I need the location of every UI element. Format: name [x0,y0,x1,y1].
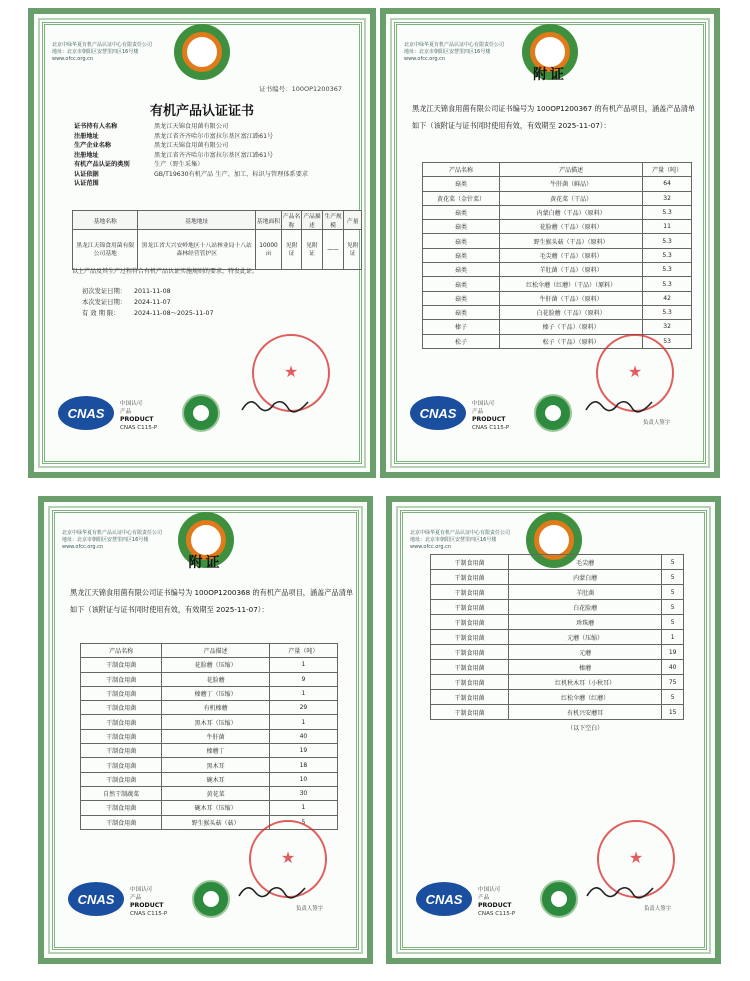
table-cell: 干制食用菌 [81,672,162,686]
table-cell: 5 [662,585,684,600]
signature-icon [240,394,310,416]
table-row [81,658,338,672]
table-row [431,600,684,615]
table-cell: 菇类 [423,291,500,305]
table-cell: 黑龙江省大兴安岭地区十八站林业局十八站森林经营管护区 [138,230,256,270]
cnas-line: PRODUCT [120,416,154,423]
field-key: 证书持有人名称 [74,123,118,130]
field-value: 生产（野生采集） [154,161,204,168]
table-header: 产品名称 [423,163,500,177]
cofcc-logo-icon [534,394,572,432]
signature-icon [237,880,307,902]
issuer-website: www.ofcc.org.cn [404,56,446,62]
cnas-line: 中国认可 [478,887,501,893]
signature-label: 负责人签字 [296,906,323,912]
cnas-line: 产品 [120,408,132,415]
table-cell [662,720,684,735]
table-row [81,772,338,786]
table-cell: 毛尖蘑（干品）（原料） [500,248,643,262]
table-cell: 5.3 [643,205,692,219]
signature-icon [584,394,654,416]
issuer-website: www.ofcc.org.cn [62,544,104,550]
table-row [431,645,684,660]
issuer-name: 北京中绿华夏有机产品认证中心有限责任公司 [62,530,163,536]
end-marker: （以下空白） [508,720,661,735]
table-cell: 见附证 [344,230,362,270]
table-cell: 菇类 [423,305,500,319]
table-row [423,291,692,305]
field-value: 黑龙江天锦食用菌有限公司 [154,142,229,149]
table-cell: 元蘑 [508,645,661,660]
appendix-intro: 黑龙江天锦食用菌有限公司证书编号为 100OP1200368 的有机产品项目，涵盖产品清单如下（该附证与证书同时使用有效，有效期至 2025-11-07）： [70,588,354,614]
table-cell: 干制食用菌 [81,772,162,786]
table-row [431,570,684,585]
table-row [73,230,362,270]
table-row [81,686,338,700]
table-cell: 1 [269,686,337,700]
table-cell: 5 [662,555,684,570]
issuer-website: www.ofcc.org.cn [52,56,94,62]
date-label: 有 效 期 限： [82,310,120,317]
certificate-title: 有机产品认证证书 [149,104,254,119]
table-cell: 花脸蘑 [162,672,270,686]
table-row [423,263,692,277]
cnas-line: 产品 [478,894,490,901]
table-cell: 菇类 [423,263,500,277]
table-cell: 29 [269,701,337,715]
certificate-dates [82,286,214,319]
cnas-line: CNAS C115-P [120,424,158,431]
certificate-number: 证书编号：100OP1200367 [259,85,342,93]
issuer-address: 地址：北京市朝阳区安慧里四区16号楼 [62,537,149,543]
table-cell: 野生猴头菇（菇） [162,815,270,829]
table-cell: 干制食用菌 [431,600,509,615]
certificate-note: 以上产品及其生产过程符合有机产品认证实施规则的要求，特发此证。 [72,268,259,275]
cnas-line: CNAS C115-P [478,910,516,917]
table-cell: 牛肝菌（干品）（原料） [500,291,643,305]
table-cell: 干制食用菌 [431,585,509,600]
issuer-name: 北京中绿华夏有机产品认证中心有限责任公司 [52,42,153,48]
cnas-text [120,401,157,432]
table-row [423,234,692,248]
table-cell: 18 [269,758,337,772]
table-cell: 15 [662,705,684,720]
cnas-line: 产品 [472,408,484,415]
table-cell: 内蒙白蘑 [508,570,661,585]
table-cell: 40 [269,729,337,743]
table-cell: 牛肝菌（鲜品） [500,177,643,191]
signature-icon [585,880,655,902]
cnas-line: 中国认可 [472,401,495,407]
table-cell: 30 [269,786,337,800]
field-value: 黑龙江天锦食用菌有限公司 [154,123,229,130]
table-header: 产量 [344,211,362,230]
table-cell: 毛尖蘑 [508,555,661,570]
issuer-info [410,530,510,551]
table-cell: 干制食用菌 [431,705,509,720]
certificate-appendix-3 [386,496,721,964]
table-cell: 元蘑（压缩） [508,630,661,645]
table-row [81,729,338,743]
table-cell: 1 [269,658,337,672]
table-cell: 白花脸蘑（干品）（原料） [500,305,643,319]
field-key: 认证范围 [74,180,99,187]
certificate-fields [74,122,364,189]
table-header: 产品描述 [500,163,643,177]
table-cell: 松子 [423,334,500,348]
table-cell: 干制食用菌 [431,555,509,570]
table-cell: 黑龙江天锦食用菌有限公司基地 [73,230,138,270]
table-header: 基地名称 [73,211,138,230]
table-cell: 5 [662,570,684,585]
issuer-website: www.ofcc.org.cn [410,544,452,550]
certificate-main [28,8,376,478]
field-value: 黑龙江省齐齐哈尔市富拉尔基区富江路61号 [154,132,274,140]
table-header: 产量（吨） [643,163,692,177]
table-cell: 榛蘑丁（压缩） [162,686,270,700]
table-cell: 榛蘑 [508,660,661,675]
table-cell: 19 [269,744,337,758]
table-header: 基地面积 [256,211,282,230]
table-header: 产品描述 [162,644,270,658]
field-value [154,179,364,189]
cofcc-logo-icon [540,880,578,918]
field-value: 黑龙江省齐齐哈尔市富拉尔基区富江路61号 [154,151,274,159]
table-cell: 花脸蘑（压缩） [162,658,270,672]
table-header: 产量（吨） [269,644,337,658]
product-table [422,162,692,349]
issuer-info [404,42,504,63]
table-row [423,277,692,291]
table-cell: —— [322,230,344,270]
table-cell: 榛子（干品）（原料） [500,320,643,334]
product-table [430,554,684,735]
table-row [81,715,338,729]
table-row [423,220,692,234]
date-label: 本次发证日期： [82,299,127,306]
field-row [74,141,364,151]
cnas-logo-icon: CNAS [416,882,472,916]
table-cell [431,720,509,735]
table-row [431,690,684,705]
field-row [74,179,364,189]
table-cell: 干制食用菌 [431,660,509,675]
cnas-logo-icon: CNAS [58,396,114,430]
table-cell: 花脸蘑（干品）（原料） [500,220,643,234]
table-cell: 珍珠蘑 [508,615,661,630]
field-key: 生产企业名称 [74,142,112,149]
table-cell: 10 [269,772,337,786]
cofcc-logo-icon [182,394,220,432]
table-cell: 干制食用菌 [81,686,162,700]
signature-label: 负责人签字 [644,906,671,912]
table-cell: 干制食用菌 [81,815,162,829]
table-cell: 黄花菜 [162,786,270,800]
table-row [431,630,684,645]
table-row [431,660,684,675]
table-cell: 干制食用菌 [431,630,509,645]
table-cell: 黑木耳 [162,758,270,772]
table-cell: 32 [643,191,692,205]
table-cell: 干制食用菌 [81,658,162,672]
table-cell: 53 [643,334,692,348]
table-cell: 牛肝菌 [162,729,270,743]
table-cell: 干制食用菌 [81,701,162,715]
cofcc-logo-icon [192,880,230,918]
scope-table [72,210,362,270]
table-cell: 羊肚菌 [508,585,661,600]
table-cell: 榛子 [423,320,500,334]
organic-seal-icon [174,24,230,80]
table-header: 产品描述 [302,211,322,230]
table-cell: 干制食用菌 [431,675,509,690]
product-table [80,643,338,830]
table-cell: 有机榛蘑 [162,701,270,715]
table-cell: 黄花菜（金针菜） [423,191,500,205]
table-cell: 松子（干品）（原料） [500,334,643,348]
date-value: 2011-11-08 [134,288,171,295]
table-cell: 黄花菜（干品） [500,191,643,205]
table-row [81,758,338,772]
field-key: 注册地址 [74,132,99,140]
field-row [74,160,364,170]
table-cell: 羊肚菌（干品）（原料） [500,263,643,277]
table-cell: 5 [269,815,337,829]
cnas-logo-icon: CNAS [410,396,466,430]
table-row [423,177,692,191]
table-row [431,705,684,720]
date-value: 2024-11-08～2025-11-07 [134,310,214,317]
table-row [431,585,684,600]
issuer-address: 地址：北京市朝阳区安慧里四区16号楼 [52,49,139,55]
issuer-info [52,42,152,63]
appendix-intro: 黑龙江天锦食用菌有限公司证书编号为 100OP1200367 的有机产品项目，涵盖产品清单如下（该附证与证书同时使用有效，有效期至 2025-11-07）： [412,104,696,130]
field-row [74,122,364,132]
certificate-appendix-2 [38,496,373,964]
cnas-line: 产品 [130,894,142,901]
table-cell: 干制食用菌 [81,801,162,815]
table-row [81,786,338,800]
table-cell: 32 [643,320,692,334]
table-cell: 野生猴头菇（干品）（原料） [500,234,643,248]
table-cell: 菇类 [423,234,500,248]
table-row [431,615,684,630]
table-cell: 干制食用菌 [81,715,162,729]
field-row [74,170,364,180]
table-cell: 干制食用菌 [431,570,509,585]
table-cell: 碗木耳（压缩） [162,801,270,815]
table-cell: 5 [662,600,684,615]
table-cell: 菇类 [423,248,500,262]
table-cell: 干制食用菌 [431,615,509,630]
field-key: 注册地址 [74,151,99,159]
table-cell: 菇类 [423,277,500,291]
table-cell: 菇类 [423,205,500,219]
table-cell: 干制食用菌 [81,729,162,743]
field-key: 认证依据 [74,170,99,178]
certificate-appendix-1 [380,8,720,478]
issuer-name: 北京中绿华夏有机产品认证中心有限责任公司 [410,530,511,536]
table-cell: 干制食用菌 [81,744,162,758]
table-row [81,701,338,715]
field-key: 有机产品认证的类别 [74,161,130,168]
issuer-address: 地址：北京市朝阳区安慧里四区16号楼 [404,49,491,55]
table-cell: 5 [662,615,684,630]
table-row [423,205,692,219]
table-cell: 42 [643,291,692,305]
table-row [423,320,692,334]
date-row [82,297,214,308]
table-cell: 白花脸蘑 [508,600,661,615]
table-row [81,801,338,815]
table-cell: 自然干制蔬菜 [81,786,162,800]
issuer-info [62,530,162,551]
table-cell: 见附证 [302,230,322,270]
signature-label: 负责人签字 [643,420,670,426]
cnas-line: CNAS C115-P [472,424,510,431]
table-cell: 11 [643,220,692,234]
table-cell: 1 [269,801,337,815]
table-cell: 40 [662,660,684,675]
table-cell: 菇类 [423,177,500,191]
table-cell: 5.3 [643,248,692,262]
cnas-line: PRODUCT [130,902,164,909]
table-header: 基地地址 [138,211,256,230]
table-row [423,191,692,205]
appendix-title: 附证 [533,67,567,83]
table-cell: 内蒙白蘑（干品）（原料） [500,205,643,219]
table-end-row [431,720,684,735]
table-cell: 黑木耳（压缩） [162,715,270,729]
table-cell: 19 [662,645,684,660]
issuer-address: 地址：北京市朝阳区安慧里四区16号楼 [410,537,497,543]
appendix-title: 附证 [188,555,223,571]
table-cell: 5.3 [643,234,692,248]
table-cell: 有机兴安蘑耳 [508,705,661,720]
date-row [82,286,214,297]
table-cell: 红松伞蘑（红蘑） [508,690,661,705]
table-row [423,305,692,319]
table-row [431,675,684,690]
cnas-line: 中国认可 [120,401,143,407]
date-label: 初次发证日期： [82,288,127,295]
field-value: GB/T19630有机产品 生产、加工、标识与管理体系要求 [154,170,309,178]
table-header: 产品名称 [81,644,162,658]
cnas-text [472,401,509,432]
table-cell: 64 [643,177,692,191]
table-row [431,555,684,570]
cnas-text [478,887,515,918]
table-header: 产品名称 [281,211,301,230]
table-cell: 干制食用菌 [431,690,509,705]
table-header: 生产规模 [322,211,344,230]
table-cell: 榛蘑丁 [162,744,270,758]
cnas-logo-icon: CNAS [68,882,124,916]
table-cell: 1 [662,630,684,645]
date-row [82,308,214,319]
table-row [423,248,692,262]
cnas-text [130,887,167,918]
table-cell: 干制食用菌 [431,645,509,660]
date-value: 2024-11-07 [134,299,171,306]
table-row [81,744,338,758]
table-cell: 9 [269,672,337,686]
table-cell: 碗木耳 [162,772,270,786]
table-cell: 见附证 [281,230,301,270]
field-row [74,151,364,161]
table-cell: 红松伞蘑（红蘑）（干品）（原料） [500,277,643,291]
table-cell: 红机秋木耳（小秋耳） [508,675,661,690]
table-cell: 75 [662,675,684,690]
table-cell: 1 [269,715,337,729]
table-cell: 菇类 [423,220,500,234]
table-cell: 5.3 [643,305,692,319]
table-cell: 5 [662,690,684,705]
table-row [81,672,338,686]
cnas-line: 中国认可 [130,887,153,893]
cnas-line: CNAS C115-P [130,910,168,917]
table-cell: 10000亩 [256,230,282,270]
cnas-line: PRODUCT [472,416,506,423]
table-cell: 5.3 [643,277,692,291]
issuer-name: 北京中绿华夏有机产品认证中心有限责任公司 [404,42,505,48]
table-cell: 干制食用菌 [81,758,162,772]
field-row [74,132,364,142]
table-cell: 5.3 [643,263,692,277]
cnas-line: PRODUCT [478,902,512,909]
